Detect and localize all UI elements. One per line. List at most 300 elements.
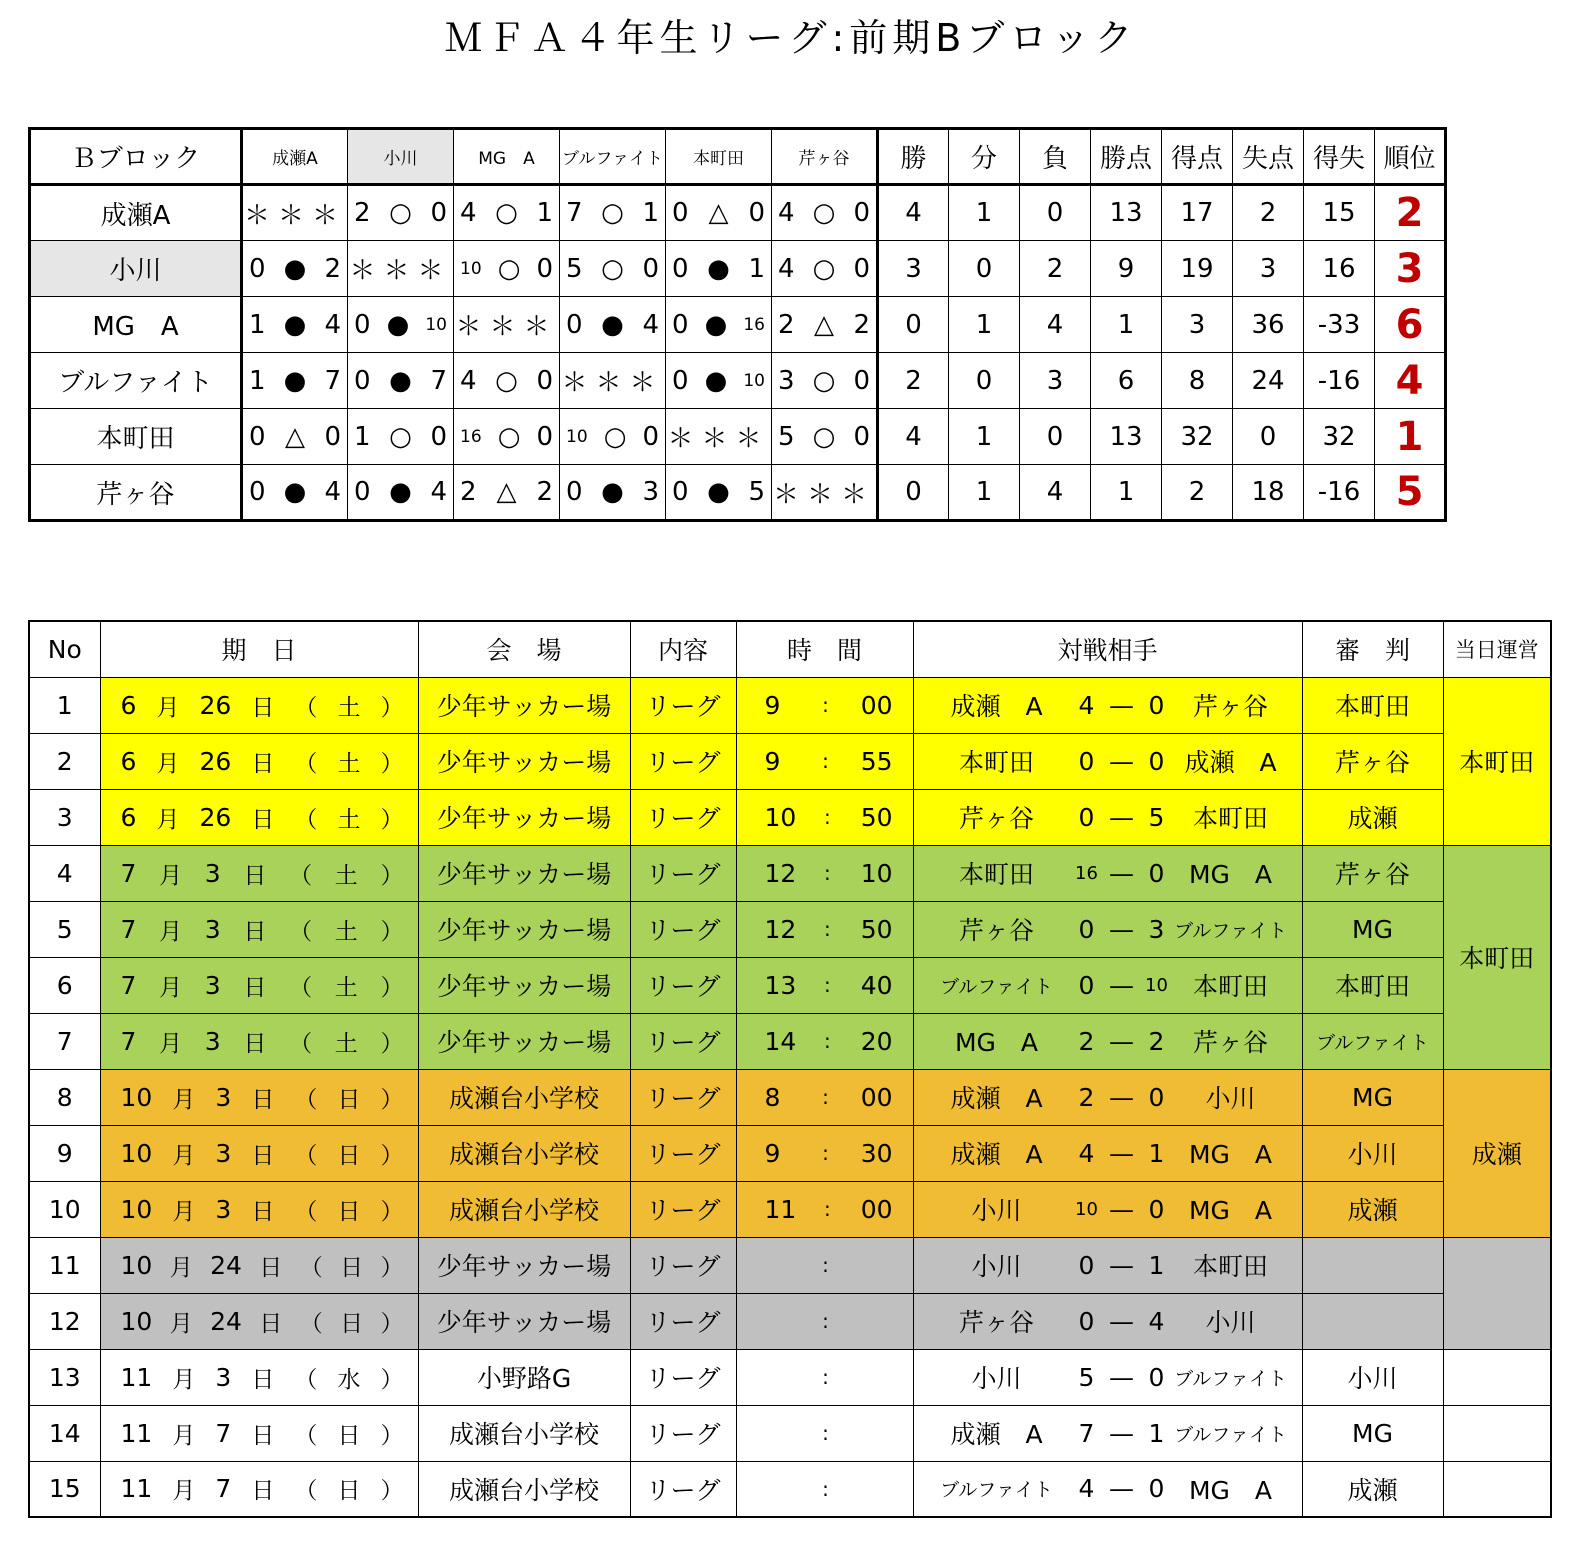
day-unit: 日 <box>251 694 275 721</box>
result-mark: ○ <box>389 198 412 228</box>
stat-cell: 0 <box>1233 409 1304 465</box>
rank-cell: 6 <box>1375 297 1446 353</box>
result-mark: ○ <box>497 421 521 452</box>
score-for: 0 <box>354 365 371 396</box>
paren-close: ） <box>380 1142 404 1169</box>
score-for: 3 <box>778 365 795 396</box>
stat-cell: 13 <box>1091 185 1162 241</box>
score-dash: — <box>1109 858 1134 888</box>
team-name-cell: 小川 <box>30 241 242 297</box>
match-number-cell: 15 <box>29 1461 100 1517</box>
score-dash: — <box>1109 690 1134 720</box>
score-for: 0 <box>672 365 689 396</box>
result-cell <box>242 353 348 409</box>
result-cell <box>454 409 560 465</box>
stat-cell: 0 <box>878 465 949 521</box>
rank-cell: 2 <box>1375 185 1446 241</box>
date-value <box>101 1361 418 1394</box>
score-for: 0 <box>672 309 689 340</box>
matchup-cell <box>913 789 1302 845</box>
referee-cell: 小川 <box>1302 1125 1443 1181</box>
date-cell <box>100 1237 418 1293</box>
time-separator: : <box>822 1421 829 1445</box>
schedule-header: 期 日 <box>100 621 418 677</box>
schedule-header: 時 間 <box>736 621 913 677</box>
score-dash: — <box>1109 914 1134 944</box>
home-team: 本町田 <box>958 860 1034 889</box>
result-cell <box>454 185 560 241</box>
month-unit: 月 <box>172 1478 196 1505</box>
match-number-cell: 2 <box>29 733 100 789</box>
day-value: 26 <box>199 802 232 832</box>
score-for: 0 <box>249 421 266 452</box>
time-value <box>737 1027 913 1056</box>
matchup-cell <box>913 1405 1302 1461</box>
matchup-cell <box>913 901 1302 957</box>
schedule-header: 審 判 <box>1302 621 1443 677</box>
weekday-value: 日 <box>337 1478 361 1505</box>
match-type-cell: リーグ <box>630 1181 736 1237</box>
result-cell <box>242 185 348 241</box>
day-unit: 日 <box>259 1310 283 1337</box>
result-mark: ○ <box>812 198 836 228</box>
time-value <box>737 691 913 720</box>
month-unit: 月 <box>159 918 183 945</box>
date-cell <box>100 1293 418 1349</box>
result-mark: ○ <box>812 253 836 284</box>
result-cell <box>242 241 348 297</box>
operator-cell <box>1443 1461 1551 1517</box>
score-for: 4 <box>460 365 477 396</box>
schedule-row <box>29 957 1551 1013</box>
month-value: 10 <box>120 1082 153 1112</box>
result-cell <box>560 353 666 409</box>
score-against: 10 <box>743 370 765 391</box>
home-team: MG A <box>954 1028 1039 1057</box>
score-against: 4 <box>324 477 341 507</box>
operator-cell <box>1443 1349 1551 1405</box>
score-dash: — <box>1109 970 1134 1000</box>
result-cell <box>666 465 772 521</box>
month-value: 11 <box>120 1362 153 1392</box>
away-score: 1 <box>1148 1418 1165 1448</box>
date-cell <box>100 845 418 901</box>
referee-cell: MG <box>1302 901 1443 957</box>
result-value <box>454 254 559 284</box>
stat-cell: 2 <box>1233 185 1304 241</box>
schedule-row <box>29 1181 1551 1237</box>
result-mark: △ <box>814 309 834 340</box>
result-mark: ● <box>601 477 624 507</box>
venue-cell: 少年サッカー場 <box>418 845 630 901</box>
matchup-cell <box>913 1293 1302 1349</box>
result-value <box>243 477 347 507</box>
home-team: 小川 <box>971 1252 1022 1281</box>
stat-cell: 1 <box>949 297 1020 353</box>
time-cell <box>736 733 913 789</box>
stat-cell: -16 <box>1304 353 1375 409</box>
date-cell <box>100 901 418 957</box>
weekday-value: 土 <box>334 918 358 945</box>
matchup-value <box>914 911 1302 947</box>
time-value <box>737 1365 913 1389</box>
standings-stat-header: 失点 <box>1233 129 1304 185</box>
score-against: 0 <box>853 421 870 452</box>
date-cell <box>100 733 418 789</box>
month-unit: 月 <box>156 750 180 777</box>
time-separator: : <box>822 1309 829 1333</box>
standings-stat-header: 得点 <box>1162 129 1233 185</box>
time-separator: : <box>822 1141 829 1165</box>
score-for: 10 <box>460 258 482 279</box>
home-score: 4 <box>1078 1474 1095 1504</box>
matchup-value <box>914 1303 1302 1339</box>
score-for: 1 <box>249 365 266 396</box>
standings-team-header: 成瀬A <box>242 129 348 185</box>
stat-cell: 2 <box>1162 465 1233 521</box>
result-value <box>772 198 876 228</box>
result-cell <box>560 409 666 465</box>
matchup-value <box>914 1415 1302 1451</box>
referee-cell: MG <box>1302 1405 1443 1461</box>
referee-cell: 芹ヶ谷 <box>1302 845 1443 901</box>
score-dash: — <box>1109 1082 1134 1112</box>
home-team: ブルファイト <box>940 975 1053 998</box>
day-unit: 日 <box>243 862 267 889</box>
team-name-cell: ブルファイト <box>30 353 242 409</box>
date-cell <box>100 677 418 733</box>
home-score: 0 <box>1078 746 1095 776</box>
stat-cell: -16 <box>1304 465 1375 521</box>
matchup-cell <box>913 733 1302 789</box>
stat-cell: 1 <box>949 185 1020 241</box>
standings-row <box>30 241 1446 297</box>
matchup-value <box>914 1191 1302 1227</box>
venue-cell: 少年サッカー場 <box>418 1013 630 1069</box>
result-cell <box>348 185 454 241</box>
score-for: 10 <box>566 426 588 447</box>
team-name-cell: MG A <box>30 297 242 353</box>
score-dash: — <box>1109 1474 1134 1504</box>
away-team: 成瀬 A <box>1184 748 1277 777</box>
weekday-value: 日 <box>337 1142 361 1169</box>
score-for: 0 <box>354 477 371 507</box>
score-for: 2 <box>778 309 795 340</box>
minute-value: 40 <box>860 970 893 1000</box>
score-for: 16 <box>460 426 482 447</box>
weekday-value: 日 <box>337 1198 361 1225</box>
result-cell <box>772 297 878 353</box>
operator-cell: 本町田 <box>1443 677 1551 845</box>
result-value <box>772 310 876 340</box>
day-value: 26 <box>199 746 232 776</box>
time-value <box>737 1309 913 1333</box>
result-mark: ● <box>704 309 728 340</box>
stat-cell: 36 <box>1233 297 1304 353</box>
schedule-row <box>29 1237 1551 1293</box>
standings-row <box>30 465 1446 521</box>
away-score: 0 <box>1148 858 1165 888</box>
score-for: 0 <box>566 309 583 340</box>
standings-team-header: 小川 <box>348 129 454 185</box>
weekday-value: 日 <box>340 1254 364 1281</box>
minute-value: 50 <box>860 802 893 832</box>
result-mark: △ <box>496 477 517 507</box>
venue-cell: 成瀬台小学校 <box>418 1069 630 1125</box>
home-score: 0 <box>1078 1306 1095 1336</box>
result-mark: ○ <box>812 421 836 452</box>
schedule-row <box>29 733 1551 789</box>
paren-close: ） <box>380 1478 404 1505</box>
time-cell <box>736 1125 913 1181</box>
match-type-cell: リーグ <box>630 957 736 1013</box>
time-value <box>737 915 913 944</box>
away-score: 1 <box>1148 1138 1165 1168</box>
time-separator: : <box>822 749 829 773</box>
time-separator: : <box>822 1476 829 1501</box>
hour-value: 8 <box>764 1082 781 1112</box>
home-score: 0 <box>1078 1250 1095 1280</box>
self-match-mark: ＊＊＊ <box>244 200 347 231</box>
referee-cell: MG <box>1302 1069 1443 1125</box>
home-team: ブルファイト <box>940 1479 1053 1502</box>
rank-cell: 5 <box>1375 465 1446 521</box>
month-unit: 月 <box>172 1198 196 1225</box>
result-mark: ● <box>601 309 624 340</box>
away-score: 0 <box>1148 1194 1165 1224</box>
referee-cell: 成瀬 <box>1302 789 1443 845</box>
time-value <box>737 1195 913 1224</box>
minute-value: 30 <box>860 1138 893 1168</box>
paren-open: （ <box>294 750 318 777</box>
minute-value: 50 <box>860 914 893 944</box>
weekday-value: 土 <box>334 974 358 1001</box>
score-against: 10 <box>425 314 447 335</box>
time-value <box>737 1253 913 1277</box>
away-team: ブルファイト <box>1174 1423 1287 1446</box>
result-mark: ● <box>707 253 730 284</box>
date-value <box>101 1081 418 1114</box>
time-cell <box>736 1349 913 1405</box>
referee-cell: 本町田 <box>1302 957 1443 1013</box>
standings-stat-header: 負 <box>1020 129 1091 185</box>
hour-value: 13 <box>764 970 797 1000</box>
stat-cell: 4 <box>1020 297 1091 353</box>
stat-cell: 32 <box>1304 409 1375 465</box>
match-number-cell: 14 <box>29 1405 100 1461</box>
score-against: 1 <box>642 198 659 228</box>
home-score: 2 <box>1078 1082 1095 1112</box>
time-cell <box>736 1293 913 1349</box>
result-value <box>666 366 771 396</box>
schedule-row <box>29 1349 1551 1405</box>
result-value <box>454 198 559 228</box>
operator-cell: 本町田 <box>1443 845 1551 1069</box>
match-type-cell: リーグ <box>630 677 736 733</box>
result-cell <box>666 409 772 465</box>
stat-cell: 3 <box>878 241 949 297</box>
result-mark: ○ <box>497 253 521 284</box>
stat-cell: 0 <box>1020 185 1091 241</box>
away-team: MG A <box>1188 1475 1273 1505</box>
schedule-row <box>29 1125 1551 1181</box>
schedule-header: 当日運営 <box>1443 621 1551 677</box>
away-score: 1 <box>1148 1250 1165 1280</box>
self-match-mark: ＊＊＊ <box>561 368 664 398</box>
standings-row <box>30 185 1446 241</box>
hour-value: 14 <box>764 1026 797 1056</box>
schedule-header: No <box>29 621 100 677</box>
result-value <box>348 198 453 228</box>
time-cell <box>736 789 913 845</box>
result-mark: ○ <box>812 365 836 396</box>
venue-cell: 少年サッカー場 <box>418 1293 630 1349</box>
rank-cell: 3 <box>1375 241 1446 297</box>
date-cell <box>100 789 418 845</box>
day-value: 3 <box>204 914 221 944</box>
date-value <box>101 857 418 890</box>
paren-open: （ <box>294 1366 318 1393</box>
time-value <box>737 1421 913 1445</box>
score-dash: — <box>1109 1306 1134 1336</box>
matchup-value <box>914 1079 1302 1115</box>
weekday-value: 土 <box>334 1030 358 1057</box>
result-value <box>348 310 453 340</box>
score-against: 1 <box>748 253 765 284</box>
home-team: 芹ヶ谷 <box>958 804 1034 833</box>
away-team: 本町田 <box>1192 1252 1268 1281</box>
match-type-cell: リーグ <box>630 1293 736 1349</box>
result-value <box>348 477 453 507</box>
score-against: 4 <box>642 309 659 340</box>
day-unit: 日 <box>251 1142 275 1169</box>
time-cell <box>736 845 913 901</box>
stat-cell: 15 <box>1304 185 1375 241</box>
score-against: 5 <box>748 477 765 507</box>
away-score: 0 <box>1148 1362 1165 1392</box>
minute-value: 55 <box>860 746 893 776</box>
away-team: 小川 <box>1205 1084 1256 1113</box>
referee-cell <box>1302 1293 1443 1349</box>
away-team: 小川 <box>1205 1308 1256 1337</box>
day-unit: 日 <box>243 974 267 1001</box>
self-match-mark: ＊＊＊ <box>455 312 558 342</box>
result-value <box>243 422 347 452</box>
home-score: 0 <box>1078 914 1095 944</box>
stat-cell: 8 <box>1162 353 1233 409</box>
result-cell <box>560 185 666 241</box>
standings-table <box>28 127 1447 522</box>
referee-cell: ブルファイト <box>1302 1013 1443 1069</box>
score-against: 0 <box>853 198 870 228</box>
date-value <box>101 1249 418 1282</box>
time-separator: : <box>824 973 831 997</box>
hour-value: 12 <box>764 914 797 944</box>
matchup-cell <box>913 957 1302 1013</box>
result-cell <box>348 241 454 297</box>
day-value: 26 <box>199 690 232 720</box>
time-cell <box>736 1405 913 1461</box>
score-for: 0 <box>672 198 689 228</box>
venue-cell: 少年サッカー場 <box>418 957 630 1013</box>
paren-open: （ <box>289 974 313 1001</box>
away-score: 0 <box>1148 1082 1165 1112</box>
weekday-value: 水 <box>337 1366 361 1393</box>
stat-cell: 2 <box>1020 241 1091 297</box>
time-value <box>737 1477 913 1501</box>
score-against: 2 <box>324 253 341 284</box>
venue-cell: 少年サッカー場 <box>418 901 630 957</box>
month-value: 11 <box>120 1474 153 1504</box>
date-value <box>101 1137 418 1170</box>
hour-value: 9 <box>764 746 781 776</box>
result-value <box>243 310 347 340</box>
matchup-value <box>914 1135 1302 1171</box>
time-cell <box>736 677 913 733</box>
time-separator: : <box>824 917 831 941</box>
result-mark: ○ <box>601 253 624 284</box>
match-number-cell: 12 <box>29 1293 100 1349</box>
result-value <box>243 254 347 284</box>
result-cell <box>560 465 666 521</box>
home-score: 2 <box>1078 1026 1095 1056</box>
referee-cell <box>1302 1237 1443 1293</box>
result-cell <box>348 297 454 353</box>
date-cell <box>100 957 418 1013</box>
month-value: 7 <box>120 1026 137 1056</box>
away-score: 10 <box>1145 974 1168 996</box>
result-cell <box>560 297 666 353</box>
result-cell <box>242 465 348 521</box>
paren-open: （ <box>294 1478 318 1505</box>
hour-value: 9 <box>764 690 781 720</box>
score-for: 0 <box>672 477 689 507</box>
matchup-value <box>914 1023 1302 1059</box>
paren-open: （ <box>294 1422 318 1449</box>
score-against: 3 <box>642 477 659 507</box>
score-for: 4 <box>778 253 795 284</box>
home-team: 芹ヶ谷 <box>958 916 1034 945</box>
matchup-value <box>914 855 1302 891</box>
home-score: 4 <box>1078 690 1095 720</box>
stat-cell: 3 <box>1162 297 1233 353</box>
match-number-cell: 7 <box>29 1013 100 1069</box>
schedule-row <box>29 901 1551 957</box>
score-for: 0 <box>672 253 689 284</box>
score-against: 2 <box>536 477 553 507</box>
match-type-cell: リーグ <box>630 1069 736 1125</box>
paren-open: （ <box>289 862 313 889</box>
away-team: MG A <box>1188 1196 1273 1225</box>
schedule-header: 内容 <box>630 621 736 677</box>
date-value <box>101 1417 418 1450</box>
minute-value: 00 <box>860 690 893 720</box>
result-mark: ○ <box>601 198 624 228</box>
result-mark: ● <box>704 365 728 396</box>
operator-cell: 成瀬 <box>1443 1069 1551 1237</box>
standings-team-header: MG A <box>454 129 560 185</box>
month-value: 6 <box>120 746 137 776</box>
standings-team-header: 芹ヶ谷 <box>772 129 878 185</box>
paren-close: ） <box>380 1422 404 1449</box>
result-value <box>560 198 665 228</box>
result-cell <box>454 297 560 353</box>
day-value: 24 <box>210 1250 242 1280</box>
month-value: 6 <box>120 690 137 720</box>
result-mark: ○ <box>603 421 627 452</box>
stat-cell: 13 <box>1091 409 1162 465</box>
standings-corner-header: Ｂブロック <box>30 129 242 185</box>
